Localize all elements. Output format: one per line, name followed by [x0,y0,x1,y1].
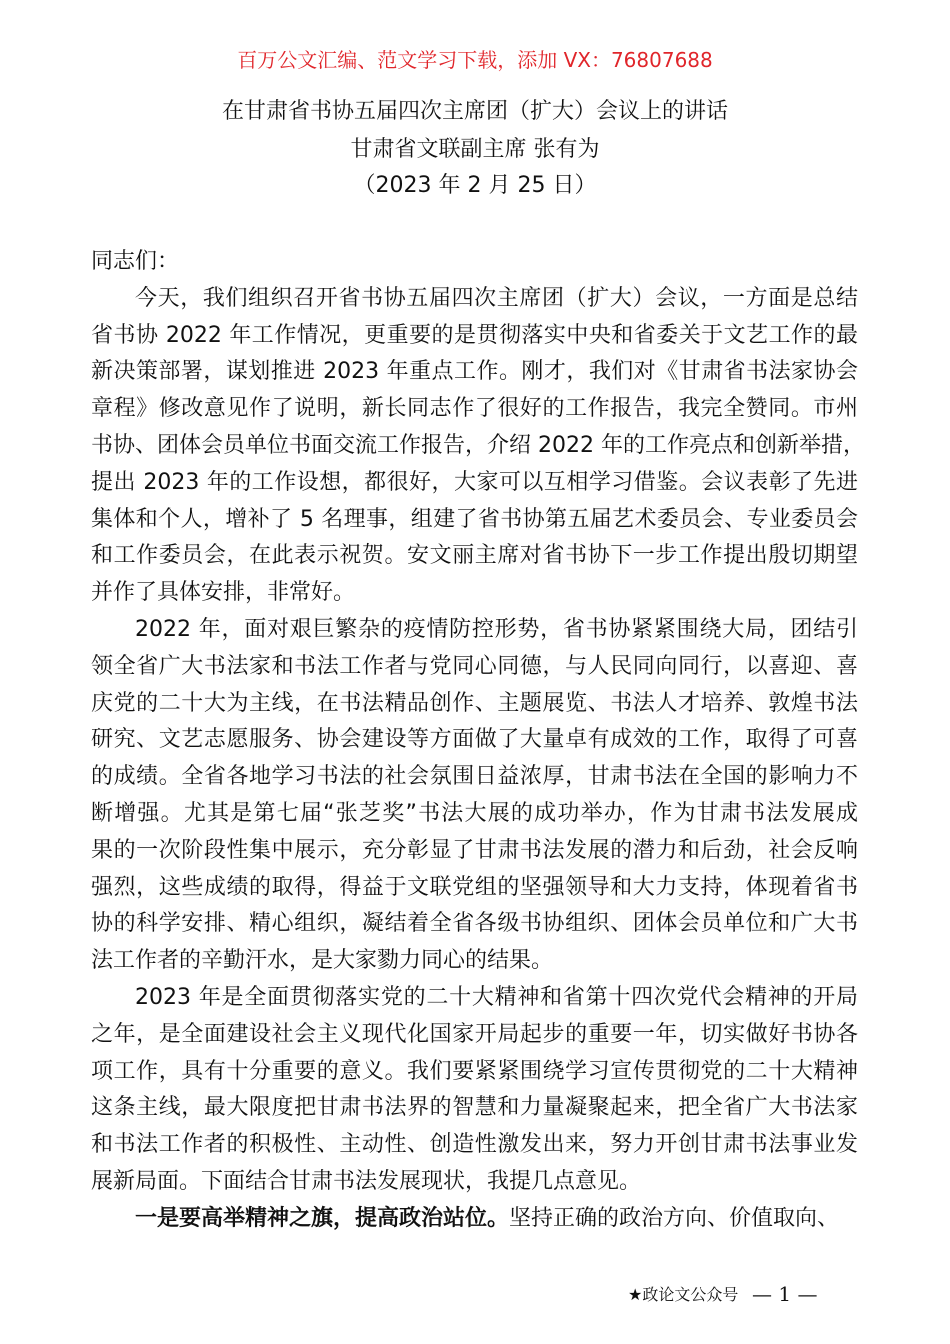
paragraph [91,612,858,980]
text-line: 并作了具体安排，非常好。 [91,580,356,606]
text-line: 章程》修改意见作了说明，新长同志作了很好的工作报告，我完全赞同。市州 [91,396,858,422]
text-line: 展新局面。下面结合甘肃书法发展现状，我提几点意见。 [91,1168,642,1194]
watermark-banner: 百万公文汇编、范文学习下载，添加 VX：76807688 [237,48,713,72]
text-line: 协的科学安排、精心组织，凝结着全省各级书协组织、团体会员单位和广大书 [91,911,858,937]
text-line: 项工作，具有十分重要的意义。我们要紧紧围绕学习宣传贯彻党的二十大精神 [91,1058,858,1084]
paragraph [91,244,858,281]
page-number: — 1 — [752,1282,818,1306]
bold-heading: 一是要高举精神之旗，提高政治站位。 [135,1205,510,1231]
document-body [91,244,865,1238]
text-line: 法工作者的辛勤汗水，是大家勠力同心的结果。 [91,948,554,974]
text-line: 庆党的二十大为主线，在书法精品创作、主题展览、书法人才培养、敦煌书法 [91,690,858,716]
text-line [91,1201,858,1238]
document-title: 在甘肃省书协五届四次主席团（扩大）会议上的讲话 [221,99,728,124]
footer-source: ★政论文公众号 [628,1285,739,1304]
text-line: 新决策部署，谋划推进 2023 年重点工作。刚才，我们对《甘肃省书法家协会 [91,359,858,385]
text-line: 书协、团体会员单位书面交流工作报告，介绍 2022 年的工作亮点和创新举措， [91,432,865,458]
text-line: 和工作委员会，在此表示祝贺。安文丽主席对省书协下一步工作提出殷切期望 [91,543,858,569]
text-span: 坚持正确的政治方向、价值取向、 [509,1205,840,1231]
paragraph [91,1201,858,1238]
text-line: 提出 2023 年的工作设想，都很好，大家可以互相学习借鉴。会议表彰了先进 [91,469,858,495]
text-line: 强烈，这些成绩的取得，得益于文联党组的坚强领导和大力支持，体现着省书 [91,874,858,900]
document-date: （2023 年 2 月 25 日） [353,173,597,198]
text-line: 研究、文艺志愿服务、协会建设等方面做了大量卓有成效的工作，取得了可喜 [91,727,858,753]
text-line: 之年，是全面建设社会主义现代化国家开局起步的重要一年，切实做好书协各 [91,1021,858,1047]
text-line: 断增强。尤其是第七届“张芝奖”书法大展的成功举办，作为甘肃书法发展成 [91,800,858,826]
text-line: 省书协 2022 年工作情况，更重要的是贯彻落实中央和省委关于文艺工作的最 [91,322,858,348]
text-line: 今天，我们组织召开省书协五届四次主席团（扩大）会议，一方面是总结 [135,285,858,311]
text-line: 果的一次阶段性集中展示，充分彰显了甘肃书法发展的潜力和后劲，社会反响 [91,837,858,863]
text-line: 集体和个人，增补了 5 名理事，组建了省书协第五届艺术委员会、专业委员会 [91,506,858,532]
text-line: 2022 年，面对艰巨繁杂的疫情防控形势，省书协紧紧围绕大局，团结引 [135,616,858,642]
text-line: 领全省广大书法家和书法工作者与党同心同德，与人民同向同行，以喜迎、喜 [91,653,858,679]
text-line: 这条主线，最大限度把甘肃书法界的智慧和力量凝聚起来，把全省广大书法家 [91,1095,858,1121]
document-author: 甘肃省文联副主席 张有为 [350,137,600,162]
paragraph [91,980,858,1201]
text-line: 的成绩。全省各地学习书法的社会氛围日益浓厚，甘肃书法在全国的影响力不 [91,764,858,790]
text-line: 同志们： [91,249,180,274]
text-line: 2023 年是全面贯彻落实党的二十大精神和省第十四次党代会精神的开局 [135,984,858,1010]
text-line: 和书法工作者的积极性、主动性、创造性激发出来，努力开创甘肃书法事业发 [91,1132,858,1158]
paragraph [91,281,865,612]
